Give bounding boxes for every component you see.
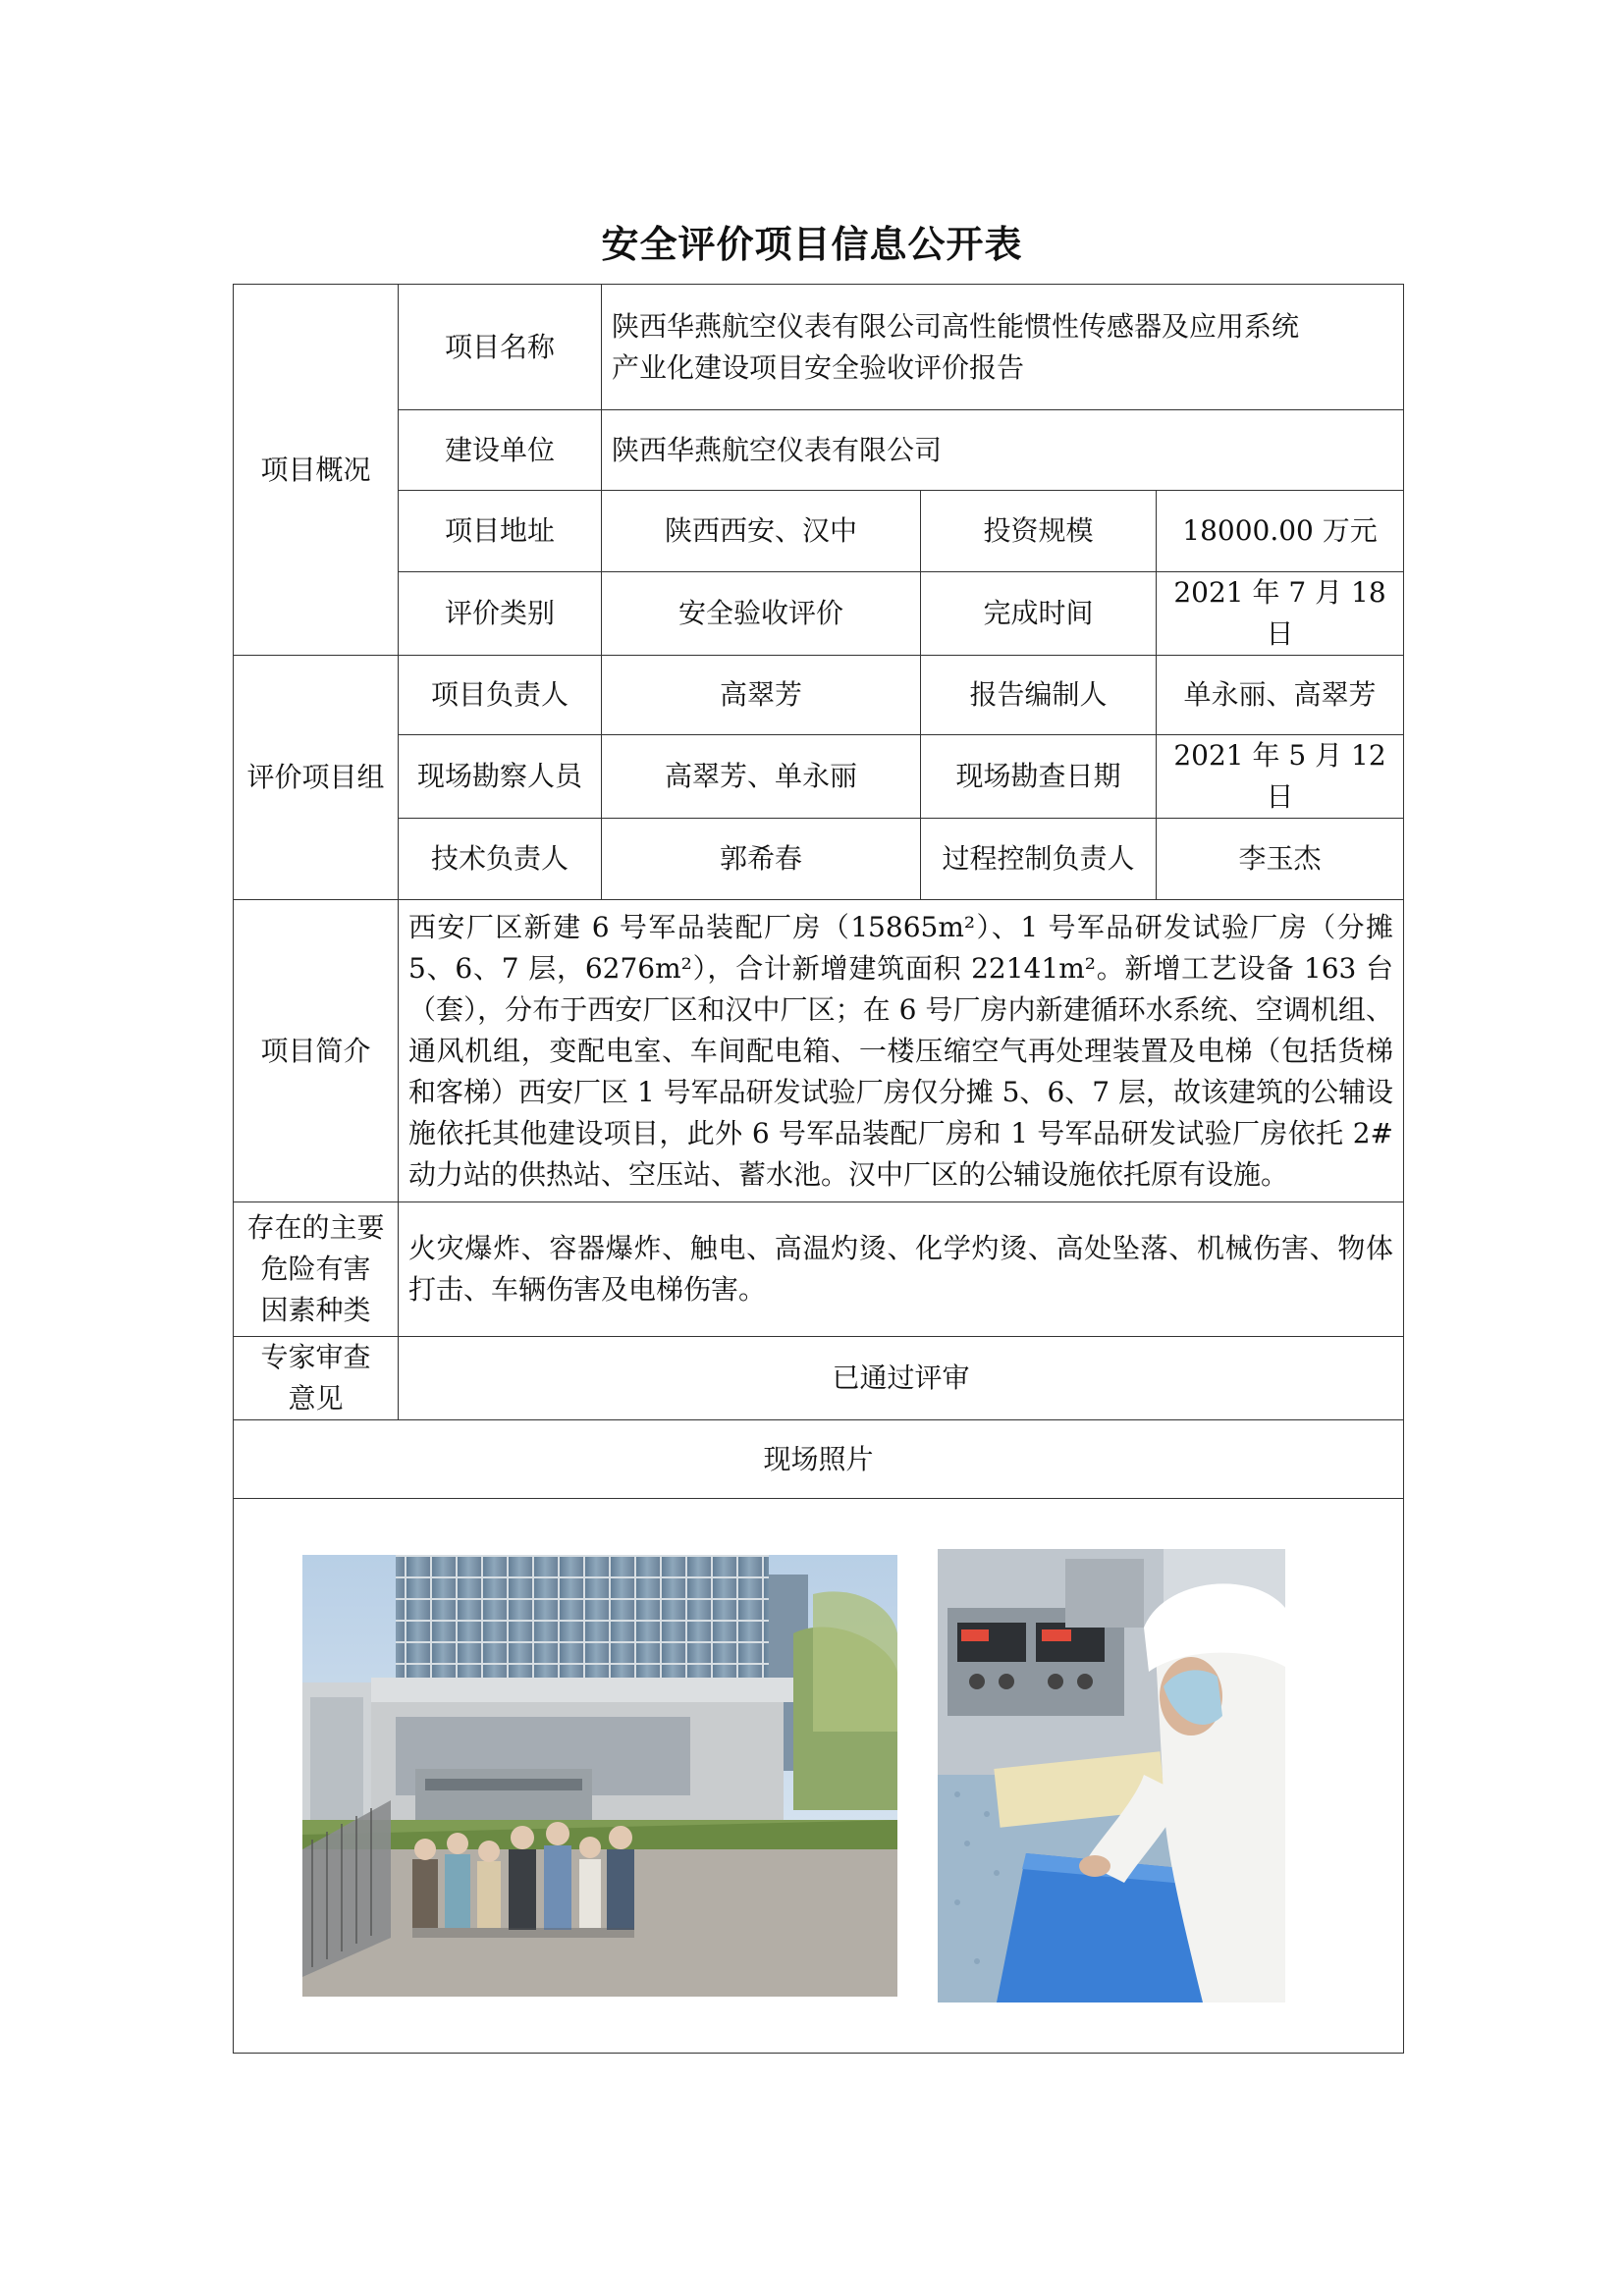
brief-text: 西安厂区新建 6 号军品装配厂房（15865m²）、1 号军品研发试验厂房（分摊 5、6、7 层，6276m²），合计新增建筑面积 22141m²。新增工艺设备 163 台（套），分布于西安厂区和汉中厂区；在 6 号厂房内新建循环水系统、空调机组、通风机组，变配电室、车间配电箱、一楼压缩空气再处理装置及电梯（包括货梯和客梯）西安厂区 1 号军品研发试验厂房仅分摊 5、6、7 层，故该建筑的公辅设施依托其他建设项目，此外 6 号军品装配厂房和 1 号军品研发试验厂房依托 2#动力站的供热站、空压站、蓄水池。汉中厂区的公辅设施依托原有设施。 bbox=[399, 900, 1404, 1202]
hazard-text: 火灾爆炸、容器爆炸、触电、高温灼烫、化学灼烫、高处坠落、机械伤害、物体打击、车辆伤害及电梯伤害。 bbox=[399, 1202, 1404, 1337]
expert-value: 已通过评审 bbox=[399, 1337, 1404, 1420]
hazard-label-line2: 危险有害 bbox=[260, 1253, 371, 1285]
project-name-line1: 陕西华燕航空仪表有限公司高性能惯性传感器及应用系统 bbox=[612, 309, 1300, 343]
survey-staff-value: 高翠芳、单永丽 bbox=[602, 735, 921, 819]
leader-value: 高翠芳 bbox=[602, 656, 921, 735]
writer-value: 单永丽、高翠芳 bbox=[1157, 656, 1404, 735]
survey-date-value: 2021 年 5 月 12 日 bbox=[1157, 735, 1404, 819]
expert-label bbox=[234, 1337, 399, 1420]
writer-label: 报告编制人 bbox=[921, 656, 1157, 735]
finish-time-value: 2021 年 7 月 18 日 bbox=[1157, 572, 1404, 656]
eval-type-value: 安全验收评价 bbox=[602, 572, 921, 656]
tech-lead-label: 技术负责人 bbox=[399, 819, 602, 900]
hazard-label bbox=[234, 1202, 399, 1337]
overview-section-label: 项目概况 bbox=[234, 285, 399, 656]
brief-label: 项目简介 bbox=[234, 900, 399, 1202]
finish-time-label: 完成时间 bbox=[921, 572, 1157, 656]
photos-cell bbox=[234, 1499, 1404, 2054]
survey-staff-label: 现场勘察人员 bbox=[399, 735, 602, 819]
site-photo-building bbox=[302, 1555, 897, 1997]
invest-label: 投资规模 bbox=[921, 491, 1157, 572]
process-lead-value: 李玉杰 bbox=[1157, 819, 1404, 900]
eval-type-label: 评价类别 bbox=[399, 572, 602, 656]
photos-row bbox=[234, 1499, 1403, 2053]
unit-label: 建设单位 bbox=[399, 410, 602, 491]
info-table bbox=[233, 284, 1404, 2054]
unit-value: 陕西华燕航空仪表有限公司 bbox=[602, 410, 1404, 491]
hazard-label-line1: 存在的主要 bbox=[246, 1211, 385, 1244]
invest-value: 18000.00 万元 bbox=[1157, 491, 1404, 572]
site-photo-worker bbox=[938, 1549, 1285, 2002]
team-section-label: 评价项目组 bbox=[234, 656, 399, 900]
address-label: 项目地址 bbox=[399, 491, 602, 572]
project-name-line2: 产业化建设项目安全验收评价报告 bbox=[612, 350, 1025, 384]
survey-date-label: 现场勘查日期 bbox=[921, 735, 1157, 819]
leader-label: 项目负责人 bbox=[399, 656, 602, 735]
address-value: 陕西西安、汉中 bbox=[602, 491, 921, 572]
photos-label: 现场照片 bbox=[234, 1420, 1404, 1499]
expert-label-line1: 专家审查 bbox=[260, 1341, 371, 1373]
expert-label-line2: 意见 bbox=[288, 1382, 344, 1415]
tech-lead-value: 郭希春 bbox=[602, 819, 921, 900]
project-name-label: 项目名称 bbox=[399, 285, 602, 410]
process-lead-label: 过程控制负责人 bbox=[921, 819, 1157, 900]
project-name-value bbox=[602, 285, 1404, 410]
page-title: 安全评价项目信息公开表 bbox=[601, 223, 1023, 266]
hazard-label-line3: 因素种类 bbox=[260, 1294, 371, 1326]
